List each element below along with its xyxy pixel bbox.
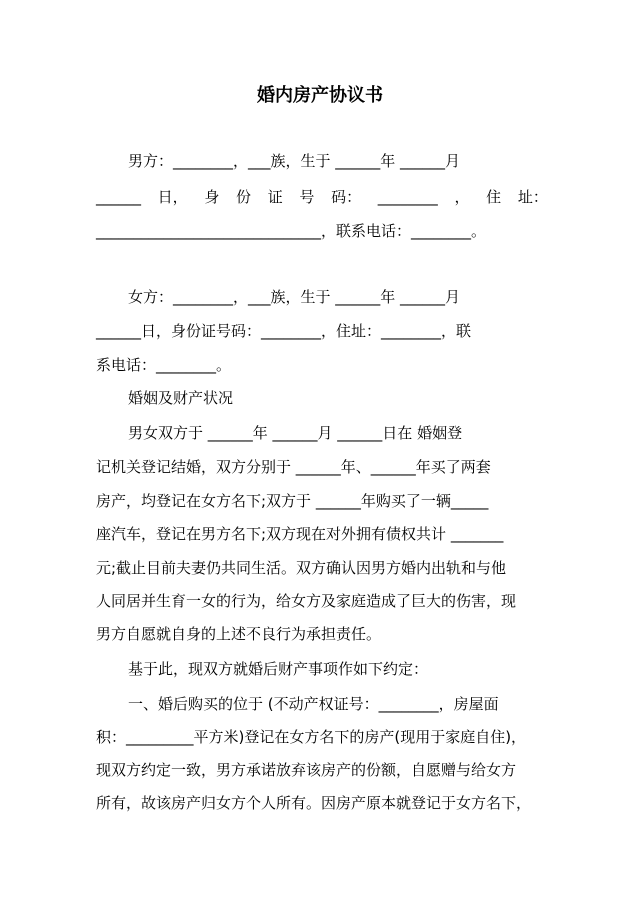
text-segment: 码：: [331, 188, 362, 206]
female-party-line-3: 系电话：________。: [96, 356, 232, 374]
text-segment: 址：: [517, 188, 548, 206]
document-title: 婚内房产协议书: [257, 85, 383, 106]
text-segment: 日，: [157, 188, 188, 206]
paragraph-line: 座汽车，登记在男方名下;双方现在对外拥有债权共计 _______: [96, 525, 504, 543]
paragraph-line: 房产，均登记在女方名下;双方于 ______年购买了一辆_____: [96, 492, 489, 510]
paragraph-line: 男女双方于 ______年 ______月 ______日在 婚姻登: [128, 424, 463, 442]
male-party-line-1: 男方：________，___族，生于 ______年 ______月: [128, 152, 461, 170]
text-segment: ，: [454, 188, 470, 206]
text-segment: 身: [204, 188, 220, 206]
female-party-line-2: ______日，身份证号码：________，住址：________，联: [96, 322, 472, 340]
text-segment: 号: [299, 188, 315, 206]
female-party-line-1: 女方：________，___族，生于 ______年 ______月: [128, 288, 461, 306]
section-heading: 婚姻及财产状况: [128, 389, 234, 407]
text-segment: 份: [236, 188, 252, 206]
clause-one-line: 现双方约定一致，男方承诺放弃该房产的份额，自愿赠与给女方: [96, 761, 517, 779]
clause-one-line: 积：_________平方米)登记在女方名下的房产(现用于家庭自住)，: [96, 728, 527, 746]
paragraph-line: 基于此，现双方就婚后财产事项作如下约定：: [128, 660, 429, 678]
male-party-line-3: ______________________________，联系电话：________。: [96, 222, 487, 240]
text-segment: 证: [267, 188, 283, 206]
text-segment: ________: [377, 188, 438, 206]
paragraph-line: 男方自愿就自身的上述不良行为承担责任。: [96, 625, 382, 643]
text-segment: 住: [486, 188, 502, 206]
male-party-line-2: [96, 184, 548, 210]
paragraph-line: 人同居并生育一女的行为，给女方及家庭造成了巨大的伤害，现: [96, 592, 517, 610]
text-segment: ______: [96, 188, 141, 206]
paragraph-line: 元;截止目前夫妻仍共同生活。双方确认因男方婚内出轨和与他: [96, 559, 507, 577]
clause-one-line: 一、婚后购买的位于 (不动产权证号：________，房屋面: [128, 695, 499, 713]
paragraph-line: 记机关登记结婚，双方分别于 ______年、______年买了两套: [96, 458, 491, 476]
clause-one-line: 所有，故该房产归女方个人所有。因房产原本就登记于女方名下，: [96, 794, 532, 812]
